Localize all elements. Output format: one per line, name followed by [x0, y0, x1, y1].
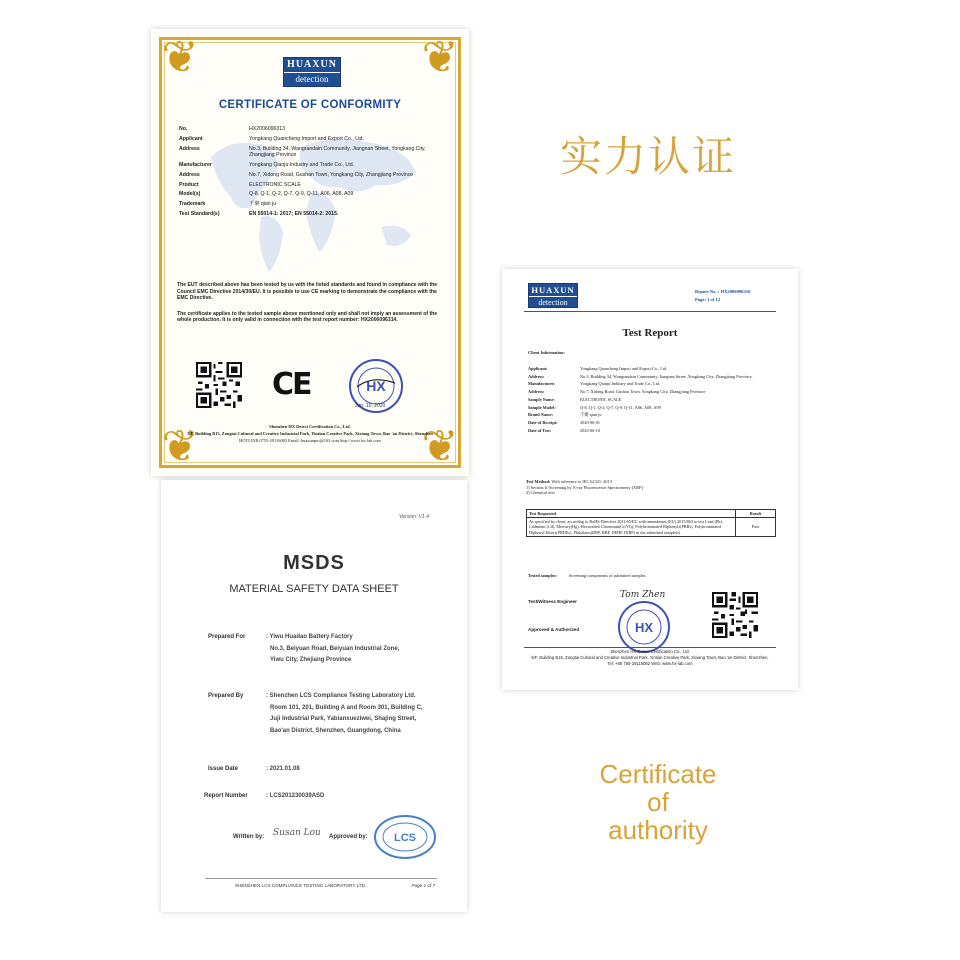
field-label: Applicant: — [528, 366, 548, 371]
msds-document — [161, 480, 467, 912]
prepared-for-block — [208, 632, 448, 667]
field-value: HX2006096313 — [249, 126, 286, 132]
footer-company: SHENZHEN LCS COMPLIANCE TESTING LABORATORY LTD. — [235, 883, 367, 888]
field-row — [528, 366, 778, 371]
test-method-value: With reference to IEC 62321: 2013 — [551, 479, 612, 484]
logo-text: HUAXUN — [529, 284, 577, 297]
address-line: No.3, Beiyuan Road, Beiyuan Industrial Zone, — [270, 645, 400, 652]
test-method — [526, 479, 776, 496]
table-cell: As specified by client, according to RoHS Directive 2011/65/EU with amendment (EU) 2015/863 to test Lead (Pb), Cadmium (Cd), Mercury(Hg), Hexavalent Chromium(Cr(VI)), Polybrominated Biphenyls(PBBs), Polybrominated Diphenyl Ethers(PBDEs), Phthalates(DBP, BBP, DEHP, DIBP) in the submitted sample(s) — [527, 518, 736, 537]
address-line: Room 101, 201, Building A and Room 301, Building C, — [270, 704, 423, 711]
huaxun-logo — [528, 283, 578, 308]
table-row — [527, 518, 776, 537]
huaxun-logo — [283, 57, 341, 87]
prepared-by-block — [208, 691, 448, 737]
field-value: 千聚 qian ju — [249, 201, 277, 208]
ornament-corner-icon: ❦ — [161, 421, 199, 472]
footer-divider — [205, 878, 437, 879]
test-report — [502, 269, 798, 690]
footer-page: Page 1 of 7 — [411, 883, 435, 888]
field-label: Applicant — [179, 135, 203, 142]
field-label: Manufacturer — [179, 161, 212, 168]
field-row — [179, 191, 447, 198]
field-value: Yongkang Qianju Industry and Trade Co., Ltd. — [249, 161, 355, 168]
english-caption — [578, 760, 738, 844]
field-value: 2020-06-10 — [580, 427, 601, 433]
qr-code-icon — [196, 362, 242, 408]
certificate-fields — [179, 126, 447, 221]
tested-samples-label: Tested samples: — [528, 573, 557, 578]
field-row — [528, 374, 778, 379]
field-row — [528, 381, 778, 386]
field-label: Trademark — [179, 201, 206, 208]
table-header: Test Requested — [527, 510, 736, 518]
field-value: No.7, Xidong Road, Gushan Town, Yongkang City, Zhangjiang Province — [580, 389, 706, 395]
address-line: Bao'an District, Shenzhen, Guangdong, China — [270, 727, 401, 734]
issue-date-value: : 2021.01.08 — [266, 766, 300, 772]
field-label: Brand Name: — [528, 412, 553, 418]
logo-text: HUAXUN — [284, 58, 340, 73]
caption-line: of — [647, 787, 669, 817]
address-line: : Yiwu Huadao Battery Factory — [266, 634, 353, 640]
test-method-line: 2) Chemical test: — [526, 490, 556, 496]
field-row — [179, 172, 447, 179]
field-row — [179, 182, 447, 189]
report-meta — [695, 288, 750, 304]
ornament-corner-icon: ❦ — [421, 421, 459, 472]
header-divider — [524, 311, 776, 312]
tested-samples-value: Screening components of submitted samples. — [568, 573, 647, 578]
issue-date-label: Issue Date — [208, 766, 239, 772]
footer-address: 5/F, Building B15, Zongtai Cultural and Creative Industrial Park, Yintian Creative Park, Xixiang Town, Bao 'an District, Shenzhen. — [531, 655, 769, 660]
msds-title: MSDS — [283, 552, 345, 574]
report-fields — [528, 366, 778, 435]
field-label: Sample Model: — [528, 404, 556, 410]
field-label: Address — [179, 171, 200, 178]
approved-by-label: Approved by: — [329, 834, 368, 840]
version-label: Version: V1.4 — [399, 514, 429, 520]
field-label: Product — [179, 181, 199, 188]
table-cell: Pass — [736, 518, 776, 537]
written-by-label: Written by: — [233, 834, 265, 840]
address-line: : Shenzhen LCS Compliance Testing Laboratory Ltd. — [266, 693, 416, 699]
field-row — [528, 397, 778, 402]
engineer-signature: Tom Zhen — [620, 590, 666, 600]
compliance-paragraph: The EUT described above has been tested by us with the listed standards and found in compliance with the Council EMC Directive 2014/30/EU. It is possible to use CE marking to demonstrate the compliance with the EMC Directive. — [177, 282, 438, 302]
field-row — [528, 428, 778, 433]
field-label: Model(s) — [179, 191, 201, 198]
field-label: Address: — [528, 373, 545, 379]
field-label: Manufacturer: — [528, 381, 556, 387]
field-value: Yongkang Quancheng Import and Export Co., Ltd. — [580, 366, 668, 371]
field-value: 千聚 qian ju — [580, 412, 602, 418]
svg-text:LCS: LCS — [394, 832, 416, 844]
logo-subtext: detection — [538, 298, 568, 307]
prepared-for-value — [266, 632, 448, 667]
caption-line: authority — [608, 815, 708, 845]
report-number-label: Report Number — [204, 793, 248, 799]
field-row — [179, 211, 447, 218]
report-number-value: : LCS201230039ASD — [266, 793, 325, 799]
report-number: Report No. : HX2006096316 — [695, 289, 751, 294]
field-value: No.3, Building 34, Wangrandain Community, Jiangnan Street, Yongkang City, Zhangjiang Province. — [580, 373, 753, 379]
address-line: Juji Industrial Park, Yabianxueziwei, Shajing Street, — [270, 716, 417, 722]
table-header-row — [527, 510, 776, 518]
field-row — [179, 162, 447, 169]
written-by-signature: Susan Lou — [273, 828, 321, 838]
table-header: Result — [736, 510, 776, 518]
field-value: EN 55014-1: 2017; EN 55014-2: 2015. — [249, 210, 339, 217]
field-value: ELECTRONIC SCALE — [580, 396, 622, 402]
field-label: Test Standard(s) — [179, 210, 220, 217]
approval-stamp-icon — [373, 814, 437, 860]
footer-contact: HOTLINE:0755-29116082 Email: huaxunpro@163.com http://www.hx-lab.com — [239, 438, 381, 443]
field-row — [528, 420, 778, 425]
ornament-corner-icon: ❦ — [161, 32, 199, 83]
field-value: Yongkang Qianju Industry and Trade Co., Ltd. — [580, 381, 661, 387]
prepared-by-label: Prepared By — [208, 693, 244, 699]
test-results-table — [526, 509, 776, 537]
ornament-corner-icon: ❦ — [421, 32, 459, 83]
field-value: ELECTRONIC SCALE — [249, 181, 301, 188]
field-label: No. — [179, 126, 188, 132]
tested-samples — [528, 573, 647, 578]
field-value: Q-8, Q-1, Q-2, Q-7, Q-9, Q-11, A06, A08, A09 — [249, 191, 354, 198]
client-info-heading: Client Information: — [528, 350, 565, 355]
logo-subtext: detection — [295, 74, 329, 84]
field-row — [179, 201, 447, 208]
ce-mark: CE — [272, 367, 311, 402]
field-row — [528, 405, 778, 410]
prepared-for-label: Prepared For — [208, 634, 246, 640]
prepared-by-value — [266, 691, 448, 737]
approved-authorized-label: Approved & Authorized — [528, 627, 580, 632]
field-label: Address — [179, 145, 200, 152]
field-label: Date of Test: — [528, 427, 552, 433]
field-row — [528, 389, 778, 394]
field-value: No.3, Building 34, Wangrandain Community, Jiangnan Street, Yongkang City, Zhangjiang Province — [249, 145, 426, 159]
field-row — [179, 136, 447, 143]
certificate-statement — [177, 282, 445, 333]
report-title: Test Report — [622, 327, 678, 339]
certificate-footer — [181, 423, 439, 444]
field-row — [179, 146, 447, 159]
address-line: Yiwu City, Zhejiang Province — [270, 657, 352, 663]
report-footer — [524, 649, 776, 667]
field-label: Address: — [528, 389, 545, 395]
field-value: No.7, Xidong Road, Gushan Town, Yongkang City, Zhangjiang Province — [249, 171, 414, 178]
field-row — [528, 412, 778, 417]
svg-text:HX: HX — [634, 620, 654, 635]
field-row — [179, 126, 447, 133]
test-method-label: Test Method: — [526, 479, 551, 484]
validity-paragraph: The certificate applies to the tested sample above mentioned only and shall not imply an assessment of the whole production. It is only valid in connection with the test report number: HX2006096314. — [177, 310, 438, 324]
certificate-title: CERTIFICATE OF CONFORMITY — [218, 99, 402, 111]
field-label: Sample Name: — [528, 396, 555, 402]
witness-engineer-label: Test/Witness Engineer — [528, 599, 577, 604]
field-value: Yongkang Quancheng Import and Export Co., Ltd. — [249, 135, 364, 142]
field-value: Q-8, Q-1, Q-2, Q-7, Q-9, Q-11, A06, A08, A09 — [580, 404, 661, 410]
report-page: Page: 1 of 12 — [695, 297, 721, 302]
report-number-block — [204, 791, 444, 803]
msds-subtitle: MATERIAL SAFETY DATA SHEET — [229, 583, 399, 595]
test-method-line: 1) Section 6: Screening by X-ray Fluorescence Spectrometry (XRF) — [526, 484, 643, 490]
field-label: Date of Receipt: — [528, 419, 558, 425]
footer-contact: Tel: +86 755-29116082 Web: www.hx-lab.com — [607, 661, 693, 666]
field-value: 2020-06-01 — [580, 419, 601, 425]
chinese-caption: 实力认证 — [560, 132, 737, 181]
certificate-of-conformity — [151, 29, 469, 476]
svg-text:HX: HX — [366, 378, 386, 394]
qr-code-icon — [712, 592, 758, 638]
footer-address: 5/F, Building B15, Zongtai Cultural and Creative Industrial Park, Yintian Creative Park, Xixiang Town, Bao 'an District, Shenzhen — [187, 431, 433, 436]
footer-company: Shenzhen HX Detect Certification Co., Ltd. — [269, 424, 351, 429]
issue-date-block — [208, 764, 448, 776]
footer-company: Shenzhen HX Detect Certification Co., Ltd. — [610, 649, 690, 654]
footer-divider — [524, 647, 776, 648]
seal-date: Jun. 10, 2020 — [355, 403, 386, 409]
caption-line: Certificate — [599, 759, 717, 789]
